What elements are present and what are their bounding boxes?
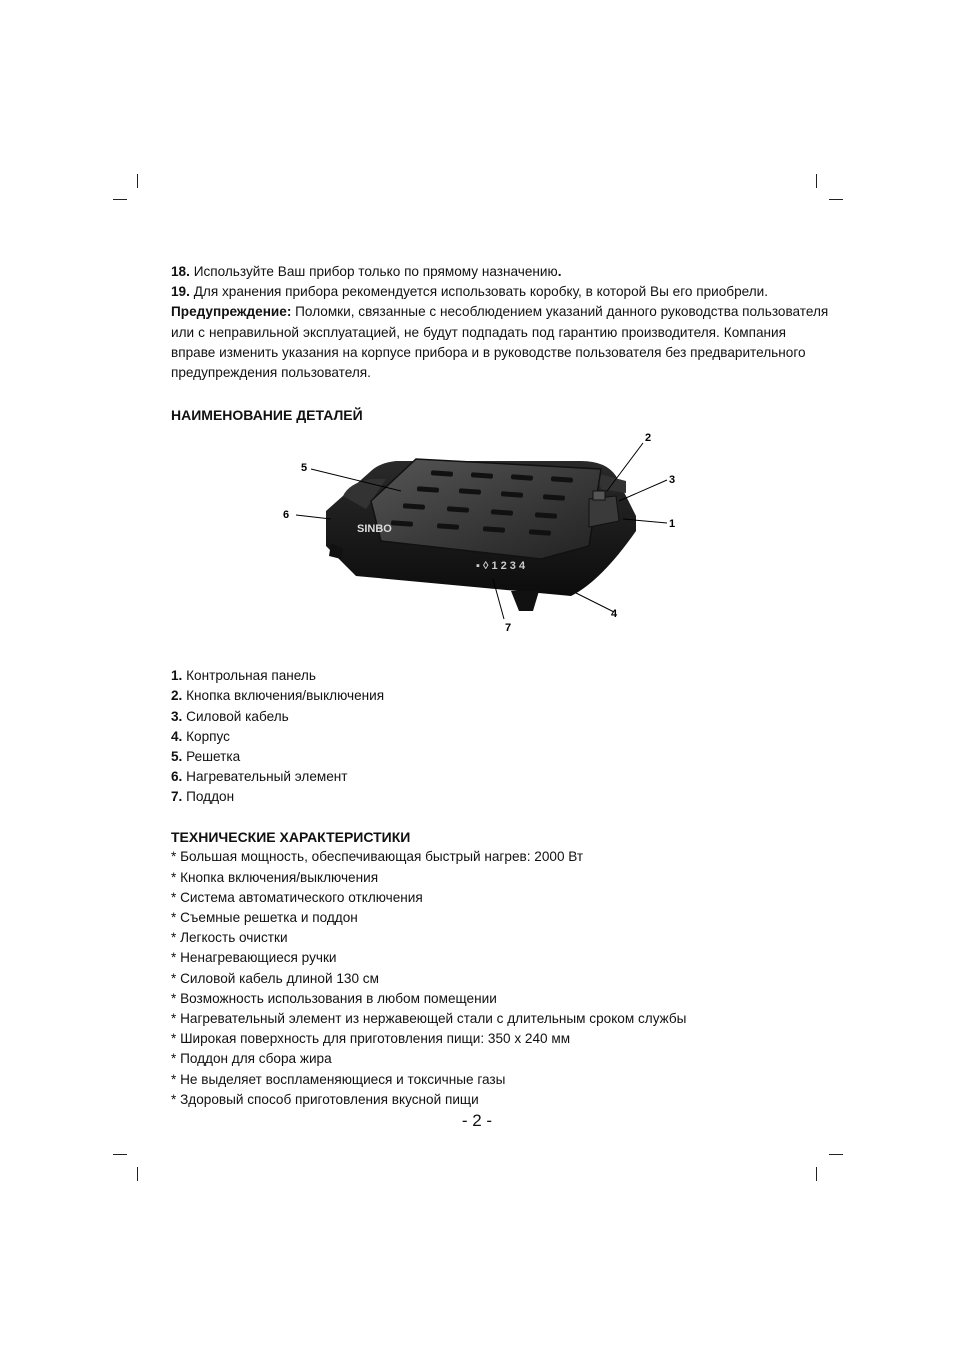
parts-item-label: Решетка	[186, 748, 241, 764]
parts-item-4	[171, 727, 786, 747]
warning-line-1	[171, 302, 829, 322]
callout-1: 1	[669, 518, 676, 531]
spec-item: * Большая мощность, обеспечивающая быстрый нагрев: 2000 Вт	[171, 849, 584, 865]
spec-item: * Ненагревающиеся ручки	[171, 950, 337, 966]
spec-item: * Система автоматического отключения	[171, 889, 423, 905]
spec-item: * Легкость очистки	[171, 930, 288, 946]
parts-item-1	[171, 666, 786, 686]
callout-6: 6	[283, 509, 290, 522]
parts-item-6	[171, 767, 786, 787]
parts-item-3	[171, 707, 786, 727]
intro-item-18	[171, 262, 786, 282]
grill-illustration	[271, 431, 791, 646]
item-text: Для хранения прибора рекомендуется использовать коробку, в которой Вы его приобрели.	[193, 284, 769, 300]
parts-heading: НАИМЕНОВАНИЕ ДЕТАЛЕЙ	[171, 407, 363, 424]
crop-mark-top-right-v	[816, 174, 817, 188]
item-number: 18.	[171, 264, 190, 279]
specs-heading: ТЕХНИЧЕСКИЕ ХАРАКТЕРИСТИКИ	[171, 829, 411, 846]
callout-3: 3	[669, 474, 676, 487]
item-trail: .	[557, 264, 562, 279]
parts-list	[171, 666, 786, 807]
warning-line-3: вправе изменить указания на корпусе прибора и в руководстве пользователя без предварительного	[171, 344, 806, 360]
parts-item-number: 5.	[171, 748, 183, 764]
parts-item-number: 1.	[171, 668, 183, 684]
spec-item: * Поддон для сбора жира	[171, 1051, 332, 1067]
parts-item-label: Кнопка включения/выключения	[186, 688, 385, 704]
spec-item: * Силовой кабель длиной 130 см	[171, 970, 379, 986]
parts-item-label: Поддон	[186, 789, 235, 805]
spec-item: * Не выделяет воспламеняющиеся и токсичные газы	[171, 1071, 506, 1087]
parts-item-label: Контрольная панель	[186, 668, 316, 684]
crop-mark-bottom-left-v	[137, 1167, 138, 1181]
control-panel	[589, 496, 619, 527]
right-front-leg	[511, 591, 539, 611]
brand-logo: SINBO	[357, 523, 392, 536]
parts-item-number: 6.	[171, 769, 183, 785]
spec-item: * Здоровый способ приготовления вкусной пищи	[171, 1091, 479, 1107]
parts-item-number: 3.	[171, 708, 183, 724]
page-number: - 2 -	[461, 1111, 493, 1130]
crop-mark-bottom-left-h	[113, 1154, 127, 1155]
crop-mark-top-left-h	[113, 199, 127, 200]
crop-mark-top-right-h	[829, 199, 843, 200]
warning-line-4: предупреждения пользователя.	[171, 364, 371, 380]
crop-mark-top-left-v	[137, 174, 138, 188]
front-label-text: ▪ ◊ 1 2 3 4	[476, 560, 526, 573]
parts-item-5	[171, 747, 786, 767]
parts-item-label: Корпус	[186, 728, 230, 744]
specs-list	[171, 847, 786, 1109]
parts-item-7	[171, 787, 786, 807]
callout-5: 5	[301, 462, 308, 475]
parts-item-number: 7.	[171, 789, 183, 805]
warning-text-1: Поломки, связанные с несоблюдением указаний данного руководства пользователя	[295, 304, 829, 320]
callout-4: 4	[611, 608, 618, 621]
spec-item: * Широкая поверхность для приготовления пищи: 350 х 240 мм	[171, 1031, 571, 1047]
parts-item-number: 4.	[171, 728, 183, 744]
warning-line-2: или с неправильной эксплуатацией, не будут подпадать под гарантию производителя. Компания	[171, 324, 786, 340]
crop-mark-bottom-right-v	[816, 1167, 817, 1181]
intro-item-19	[171, 282, 786, 302]
page-content	[171, 262, 829, 1110]
spec-item: * Съемные решетка и поддон	[171, 910, 358, 925]
parts-item-label: Силовой кабель	[186, 708, 289, 724]
spec-item: * Возможность использования в любом помещении	[171, 990, 497, 1006]
callout-7: 7	[505, 622, 512, 635]
parts-item-label: Нагревательный элемент	[186, 769, 348, 785]
warning-paragraph	[171, 302, 829, 383]
parts-item-number: 2.	[171, 688, 183, 704]
item-text: Используйте Ваш прибор только по прямому назначению	[193, 264, 558, 279]
power-button	[593, 491, 605, 500]
crop-mark-bottom-right-h	[829, 1154, 843, 1155]
spec-item: * Нагревательный элемент из нержавеющей стали с длительным сроком службы	[171, 1010, 687, 1026]
warning-label: Предупреждение:	[171, 304, 292, 320]
parts-item-2	[171, 686, 786, 706]
callout-2: 2	[645, 432, 652, 445]
item-number: 19.	[171, 284, 190, 300]
spec-item: * Кнопка включения/выключения	[171, 869, 379, 885]
